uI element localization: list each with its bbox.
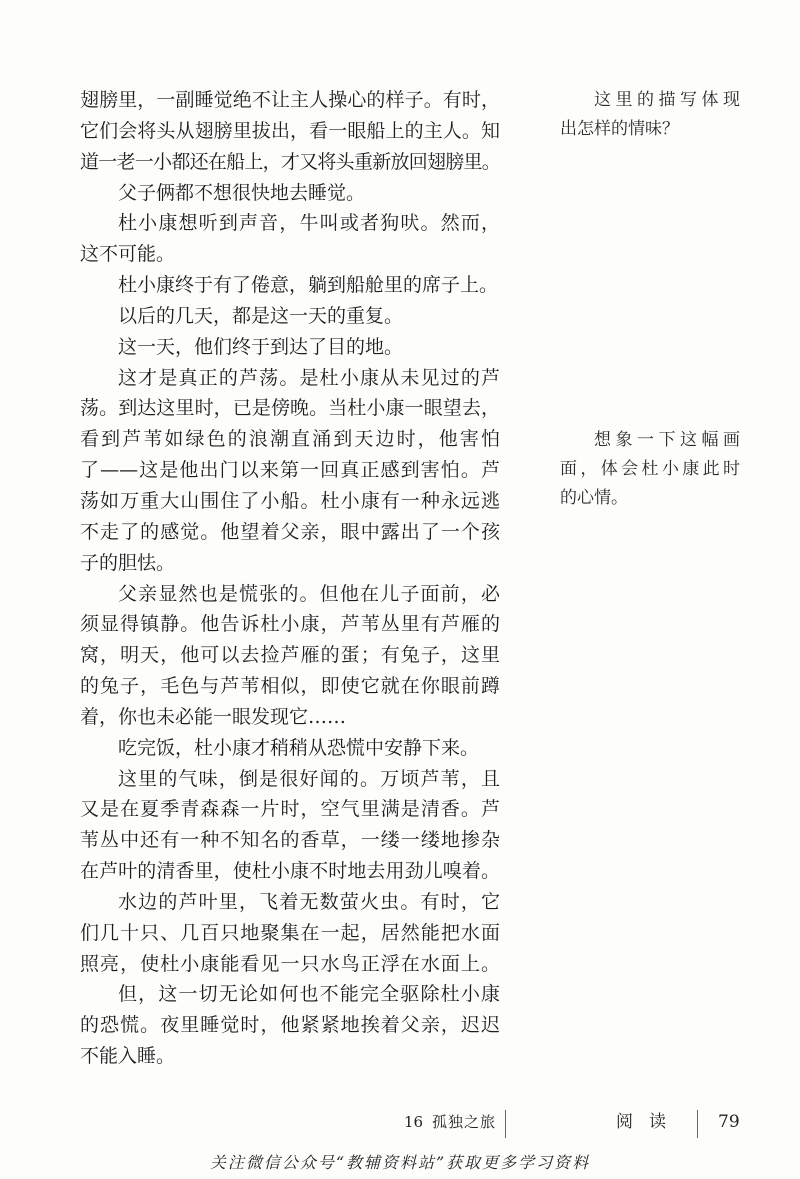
lesson-title: 孤独之旅 xyxy=(432,1113,497,1131)
text-line: 的兔子，毛色与芦苇相似，即使它就在你眼前蹲 xyxy=(80,675,500,698)
paragraph xyxy=(80,979,500,1072)
paragraph xyxy=(80,363,500,579)
note-line: 这里的描写体现 xyxy=(594,90,740,110)
paragraph xyxy=(80,332,500,363)
text-line: 翅膀里，一副睡觉绝不让主人操心的样子。有时， xyxy=(80,89,500,111)
paragraph xyxy=(80,208,500,270)
footer-divider xyxy=(505,1110,506,1138)
note-line: 出怎样的情味？ xyxy=(560,119,679,139)
main-text-column xyxy=(80,85,500,1072)
text-line: 以后的几天，都是这一天的重复。 xyxy=(118,304,404,327)
paragraph xyxy=(80,579,500,733)
text-line: 水边的芦叶里，飞着无数萤火虫。有时，它 xyxy=(118,890,500,913)
text-line: 它们会将头从翅膀里拔出，看一眼船上的主人。知 xyxy=(80,119,500,142)
lesson-number: 16 xyxy=(404,1113,424,1131)
paragraph xyxy=(80,764,500,887)
paragraph xyxy=(80,178,500,209)
note-line: 的心情。 xyxy=(560,488,628,508)
text-line: 但，这一切无论如何也不能完全驱除杜小康 xyxy=(118,983,500,1006)
text-line: 荡。到达这里时，已是傍晚。当杜小康一眼望去， xyxy=(80,397,500,420)
text-line: 们几十只、几百只地聚集在一起，居然能把水面 xyxy=(80,921,500,944)
text-line: 不走了的感觉。他望着父亲，眼中露出了一个孩 xyxy=(80,520,500,543)
text-line: 须显得镇静。他告诉杜小康，芦苇丛里有芦雁的 xyxy=(80,613,500,636)
margin-note xyxy=(560,426,740,513)
text-line: 这才是真正的芦荡。是杜小康从未见过的芦 xyxy=(118,366,500,389)
page-number: 79 xyxy=(718,1112,740,1132)
text-line: 父亲显然也是慌张的。但他在儿子面前，必 xyxy=(118,582,500,605)
note-line: 想象一下这幅画 xyxy=(594,430,740,450)
paragraph xyxy=(80,301,500,332)
text-line: 杜小康想听到声音，牛叫或者狗吠。然而， xyxy=(118,212,500,235)
text-line: 又是在夏季青森森一片时，空气里满是清香。芦 xyxy=(80,798,500,821)
text-line: 在芦叶的清香里，使杜小康不时地去用劲儿嗅着。 xyxy=(80,860,500,883)
text-line: 这里的气味，倒是很好闻的。万顷芦苇，且 xyxy=(118,767,500,790)
text-line: 看到芦苇如绿色的浪潮直涌到天边时，他害怕 xyxy=(80,428,500,451)
margin-note xyxy=(560,86,740,144)
text-line: 了——这是他出门以来第一回真正感到害怕。芦 xyxy=(80,459,500,482)
paragraph xyxy=(80,733,500,764)
paragraph xyxy=(80,887,500,980)
text-line: 吃完饭，杜小康才稍稍从恐慌中安静下来。 xyxy=(118,736,480,759)
text-line: 不能入睡。 xyxy=(80,1045,176,1068)
section-label: 阅读 xyxy=(616,1112,682,1132)
text-line: 窝，明天，他可以去捡芦雁的蛋；有兔子，这里 xyxy=(80,644,500,667)
text-line: 着，你也未必能一眼发现它…… xyxy=(80,705,347,728)
text-line: 的恐慌。夜里睡觉时，他紧紧地挨着父亲，迟迟 xyxy=(80,1014,500,1037)
paragraph xyxy=(80,85,500,178)
footer-divider xyxy=(697,1110,698,1138)
paragraph xyxy=(80,270,500,301)
text-line: 子的胆怯。 xyxy=(80,551,176,574)
text-line: 荡如万重大山围住了小船。杜小康有一种永远逃 xyxy=(80,489,500,512)
text-line: 这不可能。 xyxy=(80,243,176,266)
text-line: 杜小康终于有了倦意，躺到船舱里的席子上。 xyxy=(118,274,499,297)
text-line: 这一天，他们终于到达了目的地。 xyxy=(118,335,404,358)
text-line: 道一老一小都还在船上，才又将头重新放回翅膀里。 xyxy=(80,150,500,173)
text-line: 父子俩都不想很快地去睡觉。 xyxy=(118,181,366,204)
text-line: 照亮，使杜小康能看见一只水鸟正浮在水面上。 xyxy=(80,952,500,975)
text-line: 苇丛中还有一种不知名的香草，一缕一缕地掺杂 xyxy=(80,829,500,852)
note-line: 面，体会杜小康此时 xyxy=(560,459,740,479)
watermark-text: 关注微信公众号“教辅资料站”获取更多学习资料 xyxy=(209,1153,591,1172)
